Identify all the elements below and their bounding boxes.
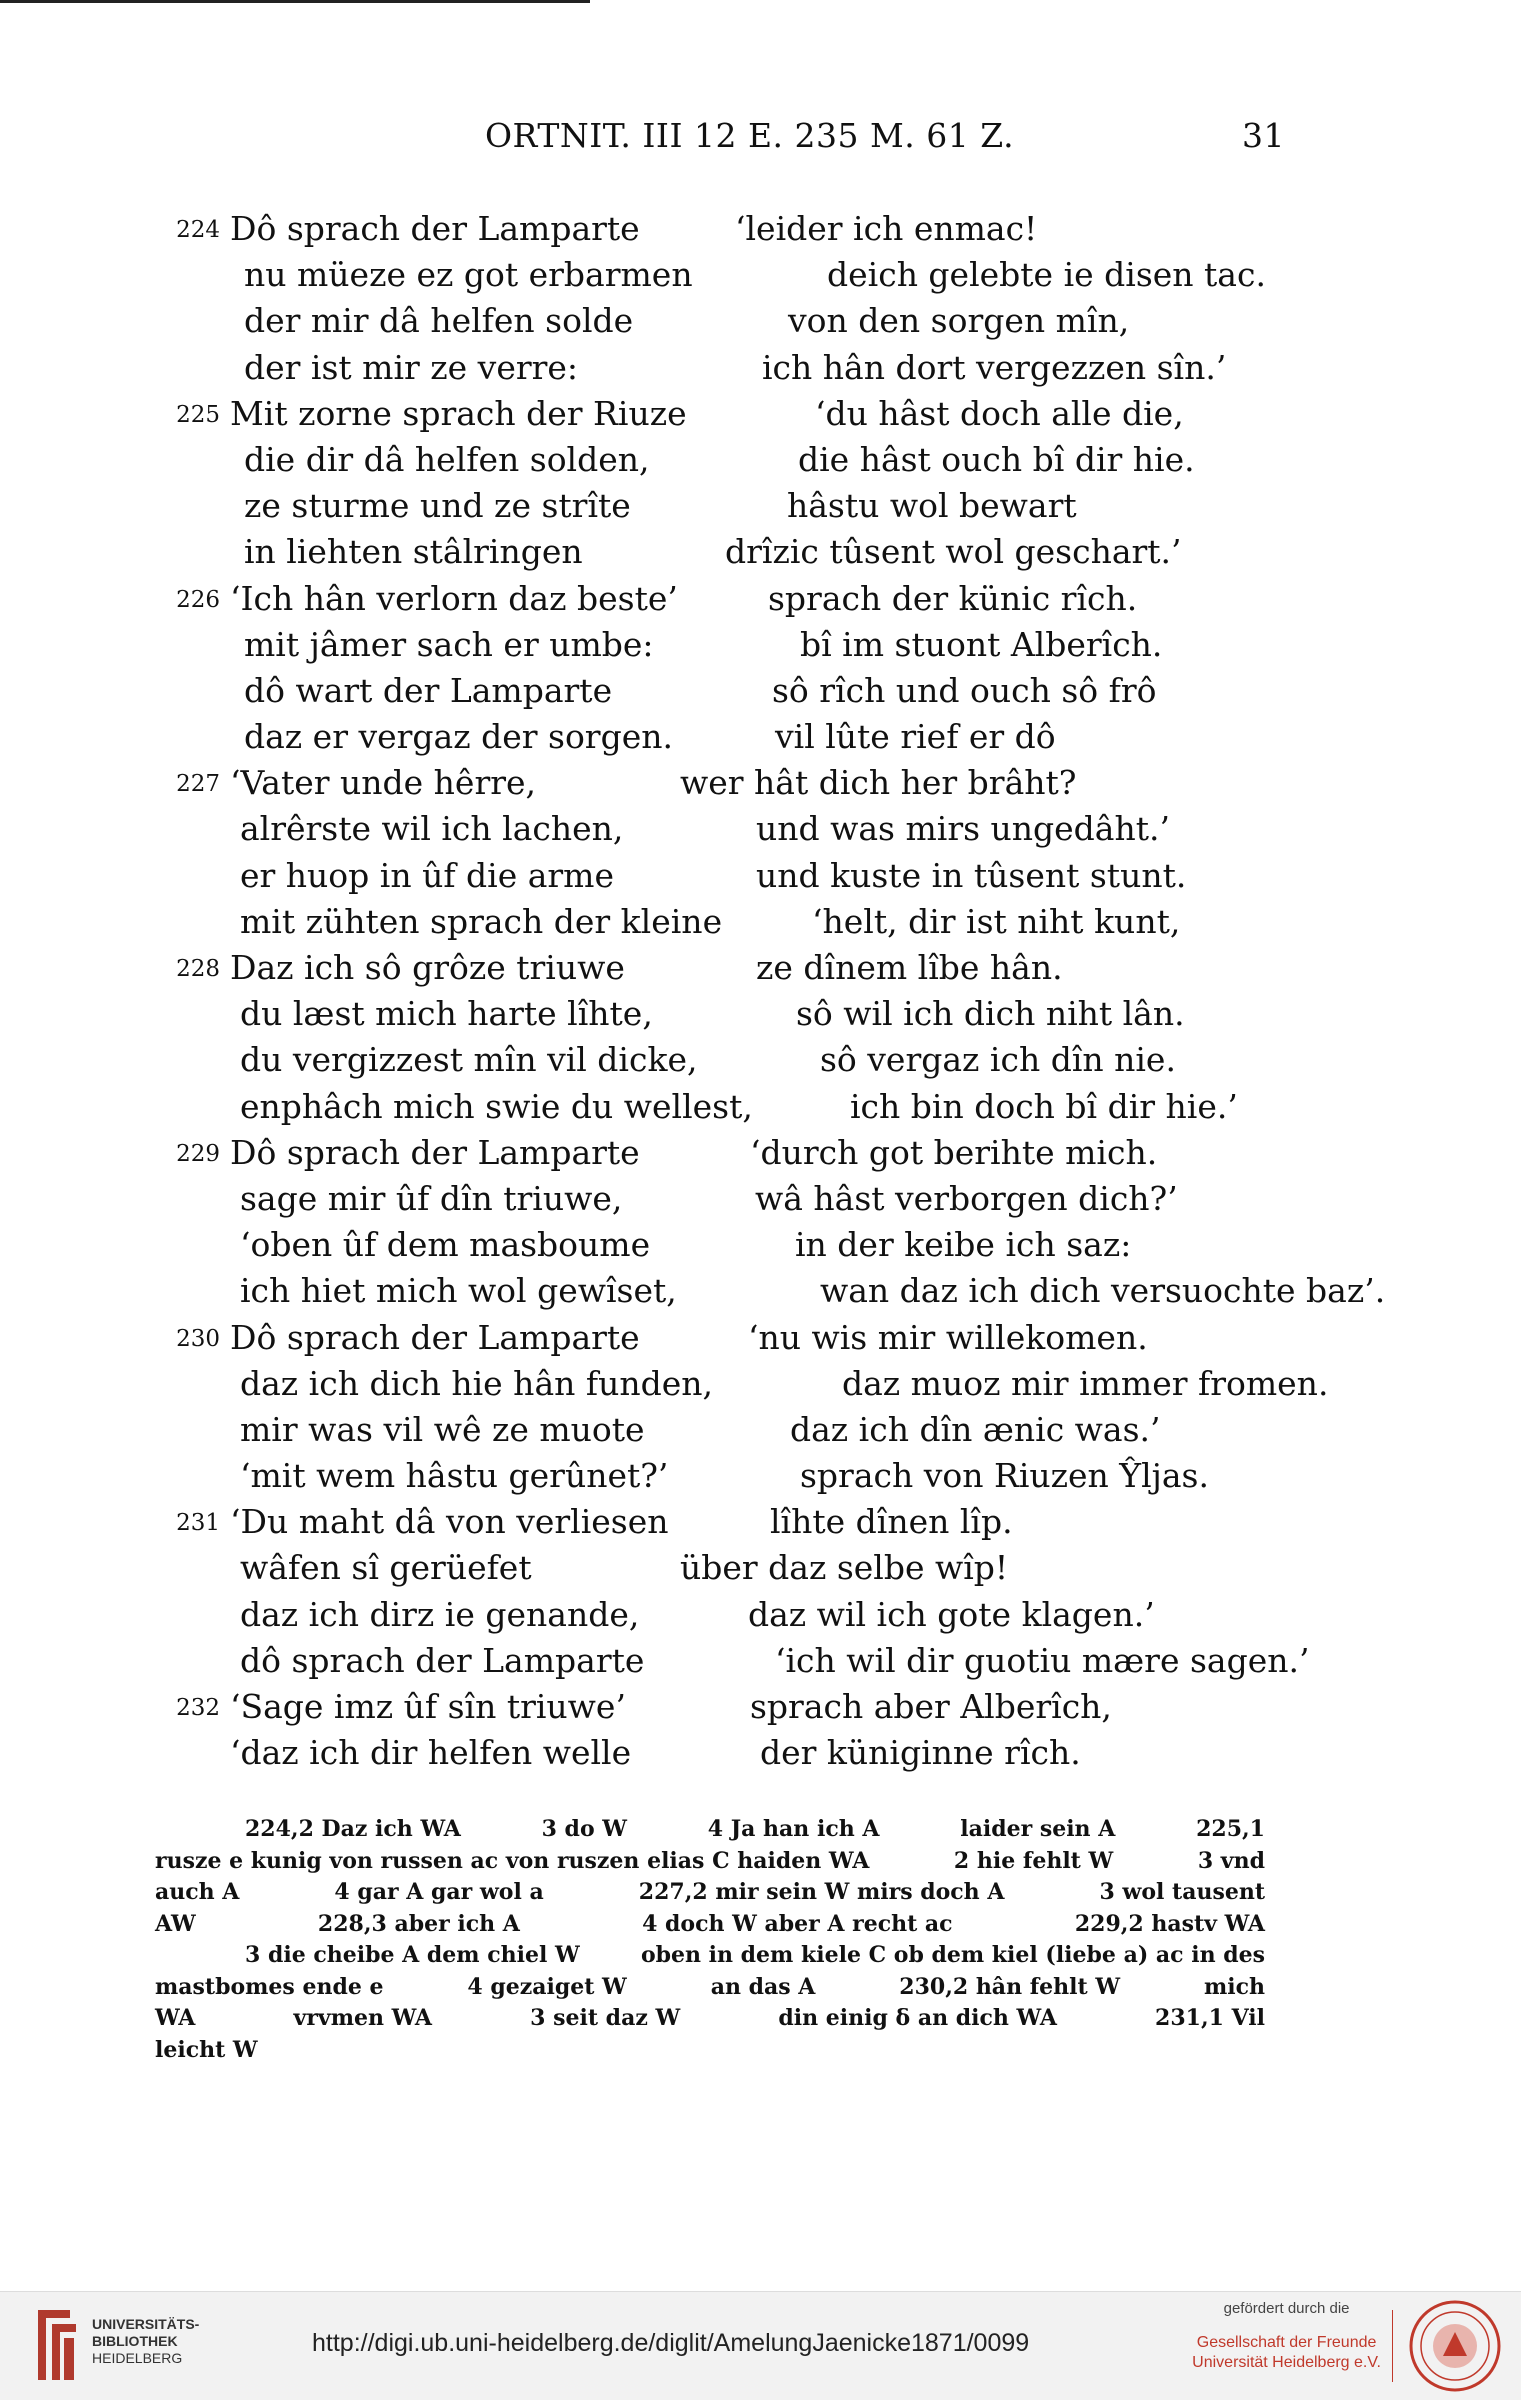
verse-text — [150, 206, 1386, 1776]
apparatus-entry: WA — [155, 2005, 196, 2031]
apparatus-entry: an das A — [710, 1973, 816, 2000]
verse-second-half: wan daz ich dich versuochte baz’. — [820, 1271, 1386, 1311]
verse-line — [150, 483, 1310, 529]
verse-second-half: daz wil ich gote klagen.’ — [748, 1594, 1155, 1634]
verse-second-half: über daz selbe wîp! — [680, 1548, 1009, 1588]
verse-second-half: sô rîch und ouch sô frô — [772, 670, 1157, 710]
verse-first-half: Daz ich sô grôze triuwe — [230, 948, 625, 987]
verse-first-half: Dô sprach der Lamparte — [230, 1132, 640, 1172]
apparatus-entry: 224,2 Daz ich WA — [245, 1816, 461, 1842]
apparatus-entry: 228,3 aber ich A — [317, 1910, 520, 1937]
verse-line — [150, 206, 1310, 252]
apparatus-entry: 3 do W — [541, 1816, 627, 1842]
apparatus-entry: din einig δ an dich WA — [778, 2005, 1057, 2031]
verse-line — [150, 345, 1310, 391]
verse-second-half: die hâst ouch bî dir hie. — [798, 439, 1195, 479]
verse-line — [150, 622, 1310, 668]
apparatus-line — [155, 2003, 1265, 2035]
verse-second-half: sprach von Riuzen Ŷljas. — [800, 1456, 1209, 1496]
verse-line — [150, 806, 1310, 852]
verse-first-half: sage mir ûf dîn triuwe, — [240, 1178, 623, 1218]
verse-second-half: ‘du hâst doch alle die, — [815, 393, 1184, 433]
verse-second-half: ze dînem lîbe hân. — [756, 948, 1063, 987]
sponsor-divider — [1392, 2310, 1393, 2382]
verse-second-half: und was mirs ungedâht.’ — [756, 809, 1170, 849]
stanza-number: 225 — [176, 401, 220, 428]
verse-first-half: er huop in ûf die arme — [240, 855, 615, 895]
verse-second-half: sô vergaz ich dîn nie. — [820, 1040, 1176, 1080]
critical-apparatus — [155, 1814, 1265, 2066]
verse-line — [150, 1037, 1310, 1083]
verse-second-half: wer hât dich her brâht? — [680, 763, 1077, 803]
apparatus-line — [155, 1940, 1265, 1972]
apparatus-entry: vrvmen WA — [293, 2005, 432, 2031]
stanza-number: 231 — [176, 1510, 220, 1537]
apparatus-line — [155, 1846, 1265, 1878]
verse-first-half: Dô sprach der Lamparte — [230, 209, 640, 248]
verse-first-half: in liehten stâlringen — [244, 532, 583, 572]
verse-line — [150, 1222, 1310, 1268]
verse-first-half: alrêrste wil ich lachen, — [240, 809, 624, 849]
verse-first-half: daz ich dich hie hân funden, — [240, 1363, 713, 1403]
verse-line — [150, 252, 1310, 298]
verse-line — [150, 899, 1310, 945]
verse-second-half: deich gelebte ie disen tac. — [827, 255, 1266, 295]
verse-line — [150, 1453, 1310, 1499]
verse-second-half: daz muoz mir immer fromen. — [842, 1363, 1329, 1403]
apparatus-entry: oben in dem kiele C ob dem kiel (liebe a) ac in des — [640, 1942, 1265, 1968]
verse-second-half: ‘ich wil dir guotiu mære sagen.’ — [775, 1640, 1310, 1680]
verse-first-half: die dir dâ helfen solden, — [244, 439, 650, 479]
verse-line — [150, 1315, 1310, 1361]
verse-first-half: daz ich dirz ie genande, — [240, 1594, 640, 1634]
running-header — [485, 116, 1285, 156]
stanza-number: 226 — [176, 586, 220, 613]
apparatus-entry: AW — [155, 1910, 196, 1937]
verse-second-half: in der keibe ich saz: — [795, 1225, 1132, 1265]
verse-second-half: bî im stuont Alberîch. — [800, 624, 1163, 664]
verse-second-half: wâ hâst verborgen dich?’ — [755, 1178, 1178, 1218]
top-rule — [0, 0, 590, 3]
verse-second-half: sprach der künic rîch. — [768, 578, 1138, 618]
page-number: 31 — [1242, 116, 1285, 155]
verse-line — [150, 1084, 1310, 1130]
verse-line — [150, 1545, 1310, 1591]
verse-line — [150, 1592, 1310, 1638]
verse-first-half: du læst mich harte lîhte, — [240, 994, 653, 1034]
verse-first-half: Mit zorne sprach der Riuze — [230, 393, 687, 433]
apparatus-entry: 225,1 — [1196, 1816, 1265, 1842]
verse-second-half: daz ich dîn ænic was.’ — [790, 1409, 1161, 1449]
verse-first-half: ‘oben ûf dem masboume — [240, 1225, 651, 1265]
verse-line — [150, 1730, 1310, 1776]
verse-first-half: ze sturme und ze strîte — [244, 486, 631, 526]
apparatus-entry: laider sein A — [960, 1816, 1116, 1842]
verse-second-half: und kuste in tûsent stunt. — [756, 855, 1187, 895]
sponsor-text: gefördert durch die Gesellschaft der Freunde Universität Heidelberg e.V. — [1192, 2300, 1381, 2371]
apparatus-line — [155, 1909, 1265, 1941]
apparatus-line — [155, 1814, 1265, 1846]
verse-line — [150, 1499, 1310, 1545]
verse-second-half: vil lûte rief er dô — [775, 717, 1056, 757]
apparatus-entry: auch A — [155, 1879, 240, 1905]
verse-line — [150, 298, 1310, 344]
verse-line — [150, 1176, 1310, 1222]
verse-first-half: daz er vergaz der sorgen. — [244, 717, 673, 757]
verse-first-half: nu müeze ez got erbarmen — [244, 255, 693, 295]
apparatus-entry: 4 Ja han ich A — [707, 1816, 880, 1842]
library-name: UNIVERSITÄTS- BIBLIOTHEK HEIDELBERG — [92, 2316, 200, 2366]
verse-line — [150, 714, 1310, 760]
verse-first-half: dô wart der Lamparte — [244, 670, 613, 710]
verse-line — [150, 576, 1310, 622]
library-logo-icon — [30, 2304, 82, 2386]
verse-first-half: ‘Ich hân verlorn daz beste’ — [230, 578, 678, 618]
verse-first-half: ‘mit wem hâstu gerûnet?’ — [240, 1456, 669, 1496]
verse-line — [150, 853, 1310, 899]
apparatus-entry: mich — [1203, 1973, 1265, 2000]
verse-first-half: der mir dâ helfen solde — [244, 301, 634, 341]
header-title: ORTNIT. III 12 E. 235 M. 61 Z. — [485, 116, 1015, 155]
verse-first-half: wâfen sî gerüefet — [240, 1548, 532, 1588]
verse-first-half: mit zühten sprach der kleine — [240, 901, 723, 941]
verse-first-half: der ist mir ze verre: — [244, 347, 579, 387]
verse-second-half: ‘durch got berihte mich. — [750, 1132, 1158, 1172]
verse-first-half: mir was vil wê ze muote — [240, 1409, 645, 1449]
verse-second-half: ‘leider ich enmac! — [735, 209, 1038, 248]
verse-line — [150, 529, 1310, 575]
university-seal-icon — [1407, 2298, 1503, 2394]
verse-second-half: von den sorgen mîn, — [788, 301, 1130, 341]
stanza-number: 228 — [176, 956, 220, 982]
verse-first-half: ‘Du maht dâ von verliesen — [230, 1502, 669, 1542]
apparatus-entry: 2 hie fehlt W — [953, 1847, 1114, 1874]
apparatus-entry: 3 wol tausent — [1099, 1879, 1265, 1905]
verse-second-half: sprach aber Alberîch, — [750, 1687, 1112, 1726]
verse-line — [150, 391, 1310, 437]
verse-second-half: der küniginne rîch. — [760, 1733, 1081, 1773]
verse-first-half: du vergizzest mîn vil dicke, — [240, 1040, 698, 1080]
verse-first-half: mit jâmer sach er umbe: — [244, 624, 654, 664]
verse-line — [150, 991, 1310, 1037]
stanza-number: 227 — [176, 771, 220, 798]
apparatus-entry: 3 vnd — [1197, 1847, 1265, 1874]
verse-line — [150, 1361, 1329, 1407]
stanza-number: 229 — [176, 1140, 220, 1167]
verse-second-half: drîzic tûsent wol geschart.’ — [725, 532, 1182, 572]
verse-first-half: ‘Vater unde hêrre, — [230, 763, 537, 803]
apparatus-entry: 4 gar A gar wol a — [334, 1879, 544, 1905]
verse-second-half: hâstu wol bewart — [787, 486, 1077, 526]
verse-first-half: ‘daz ich dir helfen welle — [230, 1733, 632, 1773]
footer-bar — [0, 2291, 1521, 2400]
verse-first-half: dô sprach der Lamparte — [240, 1640, 645, 1680]
verse-line — [150, 1407, 1310, 1453]
verse-second-half: sô wil ich dich niht lân. — [796, 994, 1185, 1034]
verse-second-half: ‘helt, dir ist niht kunt, — [812, 901, 1181, 941]
verse-line — [150, 1130, 1310, 1176]
verse-line — [150, 1268, 1386, 1314]
apparatus-entry: rusze e kunig von russen ac von ruszen elias C haiden WA — [155, 1847, 870, 1874]
verse-line — [150, 760, 1310, 806]
apparatus-entry: 230,2 hân fehlt W — [899, 1973, 1121, 2000]
stanza-number: 230 — [176, 1325, 220, 1352]
verse-line — [150, 668, 1310, 714]
source-url[interactable]: http://digi.ub.uni-heidelberg.de/diglit/AmelungJaenicke1871/0099 — [312, 2329, 1030, 2357]
verse-second-half: lîhte dînen lîp. — [770, 1502, 1013, 1542]
verse-line — [150, 945, 1310, 991]
apparatus-entry: 4 doch W aber A recht ac — [642, 1910, 953, 1937]
verse-second-half: ich hân dort vergezzen sîn.’ — [762, 347, 1227, 387]
verse-first-half: ‘Sage imz ûf sîn triuwe’ — [230, 1687, 626, 1726]
stanza-number: 232 — [176, 1695, 220, 1721]
verse-second-half: ich bin doch bî dir hie.’ — [850, 1086, 1238, 1126]
verse-first-half: Dô sprach der Lamparte — [230, 1317, 640, 1357]
verse-second-half: ‘nu wis mir willekomen. — [748, 1317, 1148, 1357]
apparatus-entry: 229,2 hastv WA — [1074, 1910, 1265, 1937]
apparatus-entry: 3 seit daz W — [530, 2005, 681, 2031]
apparatus-entry: 231,1 Vil — [1155, 2005, 1265, 2031]
verse-line — [150, 1684, 1310, 1730]
apparatus-entry: leicht W — [155, 2036, 258, 2063]
apparatus-entry: 3 die cheibe A dem chiel W — [245, 1942, 580, 1968]
apparatus-entry: mastbomes ende e — [155, 1973, 384, 2000]
apparatus-entry: 4 gezaiget W — [467, 1973, 627, 2000]
verse-first-half: enphâch mich swie du wellest, — [240, 1086, 753, 1126]
apparatus-line — [155, 2035, 1265, 2067]
apparatus-entry: 227,2 mir sein W mirs doch A — [638, 1879, 1005, 1905]
apparatus-line — [155, 1877, 1265, 1909]
verse-line — [150, 1638, 1310, 1684]
apparatus-line — [155, 1972, 1265, 2004]
verse-line — [150, 437, 1310, 483]
stanza-number: 224 — [176, 217, 220, 243]
verse-first-half: ich hiet mich wol gewîset, — [240, 1271, 677, 1311]
